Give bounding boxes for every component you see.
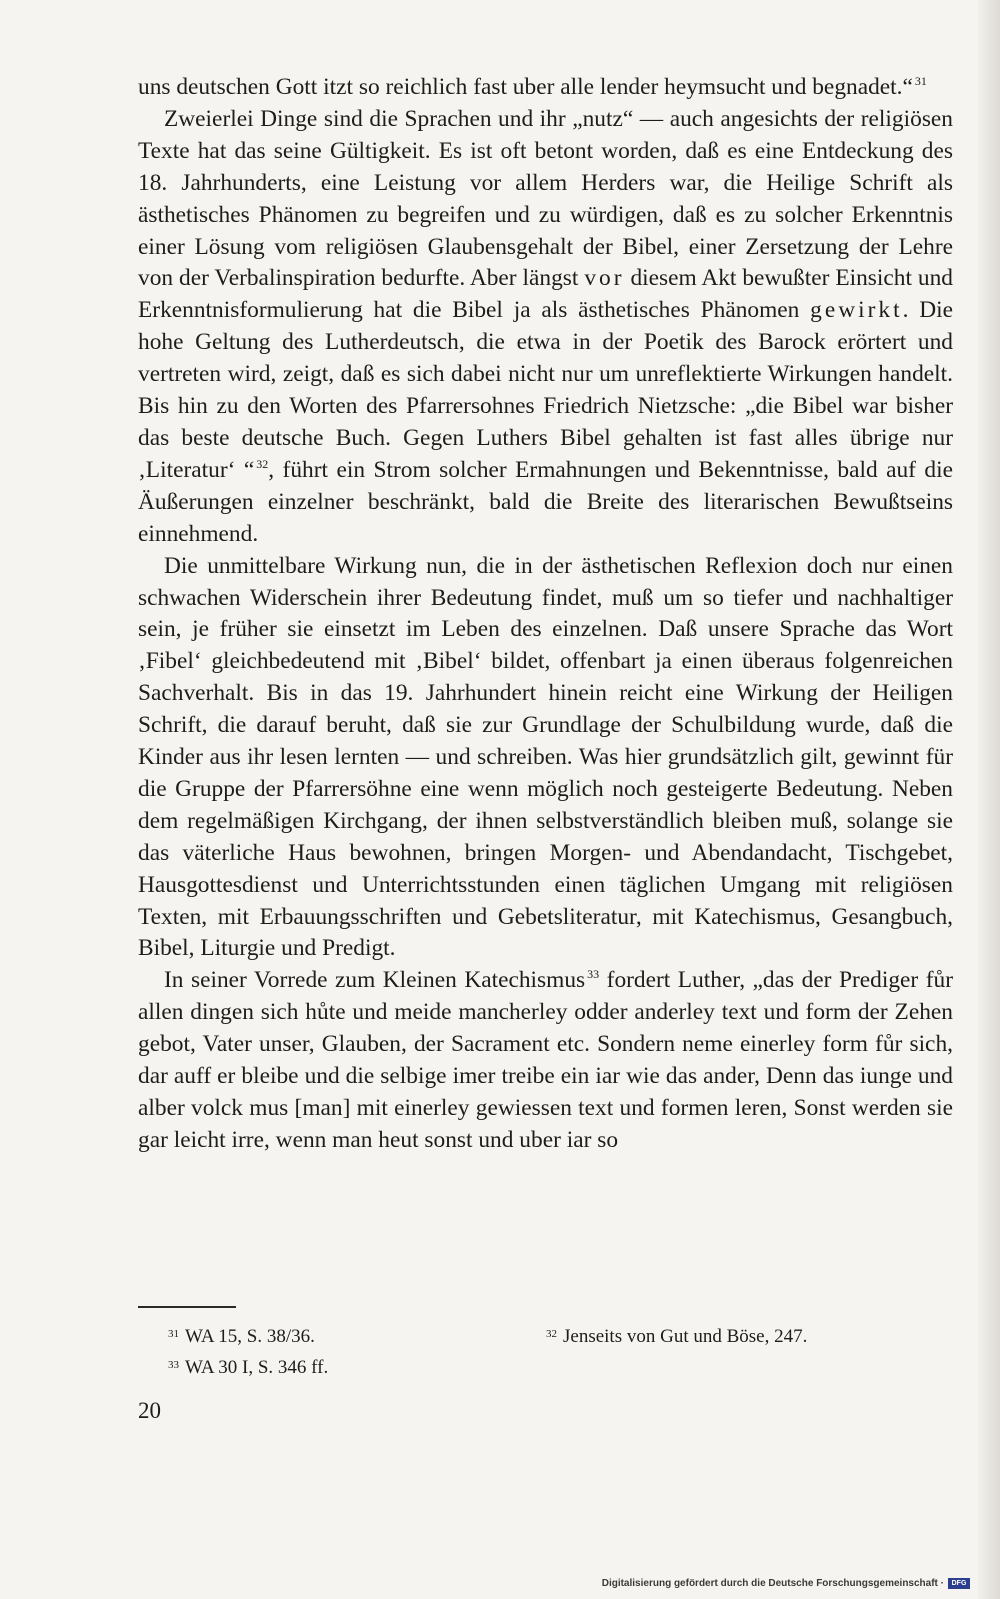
paragraph-4: In seiner Vorrede zum Kleinen Katechismus $^{33}$ fordert Luther, „das der Prediger fůr allen dingen sich hůte und meide mancherley odder anderley text und form der Zehen gebot, Vater unser, Glauben, der Sacrament etc. Sondern neme einerley form fůr sich, dar auff er bleibe und die selbige imer treibe ein iar wie das ander, Denn das iunge und alber volck mus [man] mit einerley gewiessen text und formen leren, Sonst werden sie gar leicht irre, wenn man heut sonst und uber iar so xyxy=(138,967,953,1153)
footnote-ref-31[interactable]: 31 xyxy=(914,74,927,88)
footnote-divider xyxy=(138,1306,236,1308)
footnote-ref-33[interactable]: 33 xyxy=(587,967,600,982)
credit-text: Digitalisierung gefördert durch die Deutsche Forschungsgemeinschaft · xyxy=(601,1578,944,1589)
dfg-logo-icon: DFG xyxy=(948,1578,970,1589)
body-text xyxy=(138,72,953,1157)
paragraph-3: Die unmittelbare Wirkung nun, die in der ästhetischen Reflexion doch nur einen schwachen Widerschein ihrer Bedeutung findet, muß um so tiefer und nachhaltiger sein, je früher sie einsetzt im Leben des einzelnen. Daß unsere Sprache das Wort ‚Fibel‘ gleichbedeutend mit ‚Bibel‘ bildet, offenbart ja einen überaus folgenreichen Sachverhalt. Bis in das 19. Jahrhundert hinein reicht eine Wirkung der Heiligen Schrift, die darauf beruht, daß sie zur Grundlage der Schulbildung wurde, daß die Kinder aus ihr lesen lernten — und schreiben. Was hier grundsätzlich gilt, gewinnt für die Gruppe der Pfarrersöhne eine wenn möglich noch gesteigerte Bedeutung. Neben dem regelmäßigen Kirchgang, der ihnen selbstverständlich bleiben muß, solange sie das väterliche Haus bewohnen, bringen Morgen- und Abendandacht, Tischgebet, Hausgottesdienst und Unterrichtsstunden einen täglichen Umgang mit religiösen Texten, mit Erbauungsschriften und Gebetsliteratur, mit Katechismus, Gesangbuch, Bibel, Liturgie und Predigt. xyxy=(138,552,953,962)
footnote-ref-32[interactable]: 32 xyxy=(256,456,269,471)
footnote-32: $^{32}$ Jenseits von Gut und Böse, 247. xyxy=(546,1326,808,1347)
paragraph-2: Zweierlei Dinge sind die Sprachen und ihr „nutz“ — auch angesichts der religiösen Texte hat das seine Gültigkeit. Es ist oft betont worden, daß es eine Entdeckung des 18. Jahrhunderts, eine Leistung vor allem Herders war, die Heilige Schrift als ästhetisches Phänomen zu begreifen und zu würdigen, daß es zu solcher Erkenntnis einer Lösung vom religiösen Glaubensgehalt der Bibel, einer Zersetzung der Lehre von der Verbalinspiration bedurfte. Aber längst vor diesem Akt bewußter Einsicht und Erkenntnisformulierung hat die Bibel ja als ästhetisches Phänomen gewirkt. Die hohe Geltung des Lutherdeutsch, die etwa in der Poetik des Barock erörtert und vertreten wird, zeigt, daß es sich dabei nicht nur um unreflektierte Wirkungen handelt. Bis hin zu den Worten des Pfarrersohnes Friedrich Nietzsche: „die Bibel war bisher das beste deutsche Buch. Gegen Luthers Bibel gehalten ist fast alles übrige nur ‚Literatur‘ “ $^{32}$, führt ein Strom solcher Ermahnungen und Bekenntnisse, bald auf die Äußerungen einzelner beschränkt, bald die Breite des literarischen Bewußtseins einnehmend. xyxy=(138,105,954,547)
digitization-credit xyxy=(602,1578,970,1589)
paragraph-1: uns deutschen Gott itzt so reichlich fast uber alle lender heymsucht und begnadet.“ $^{31}$ xyxy=(138,74,927,100)
footnote-33: $^{33}$ WA 30 I, S. 346 ff. xyxy=(168,1357,329,1378)
footnote-31: $^{31}$ WA 15, S. 38/36. xyxy=(168,1326,315,1347)
page-edge-shadow xyxy=(978,0,1000,1599)
page-number: 20 xyxy=(138,1398,161,1423)
emphasis-vor: vor xyxy=(584,265,625,292)
footnotes xyxy=(138,1320,953,1382)
footnote-row xyxy=(138,1320,953,1351)
emphasis-gewirkt: gewirkt xyxy=(810,297,903,324)
footnote-row xyxy=(138,1351,953,1382)
